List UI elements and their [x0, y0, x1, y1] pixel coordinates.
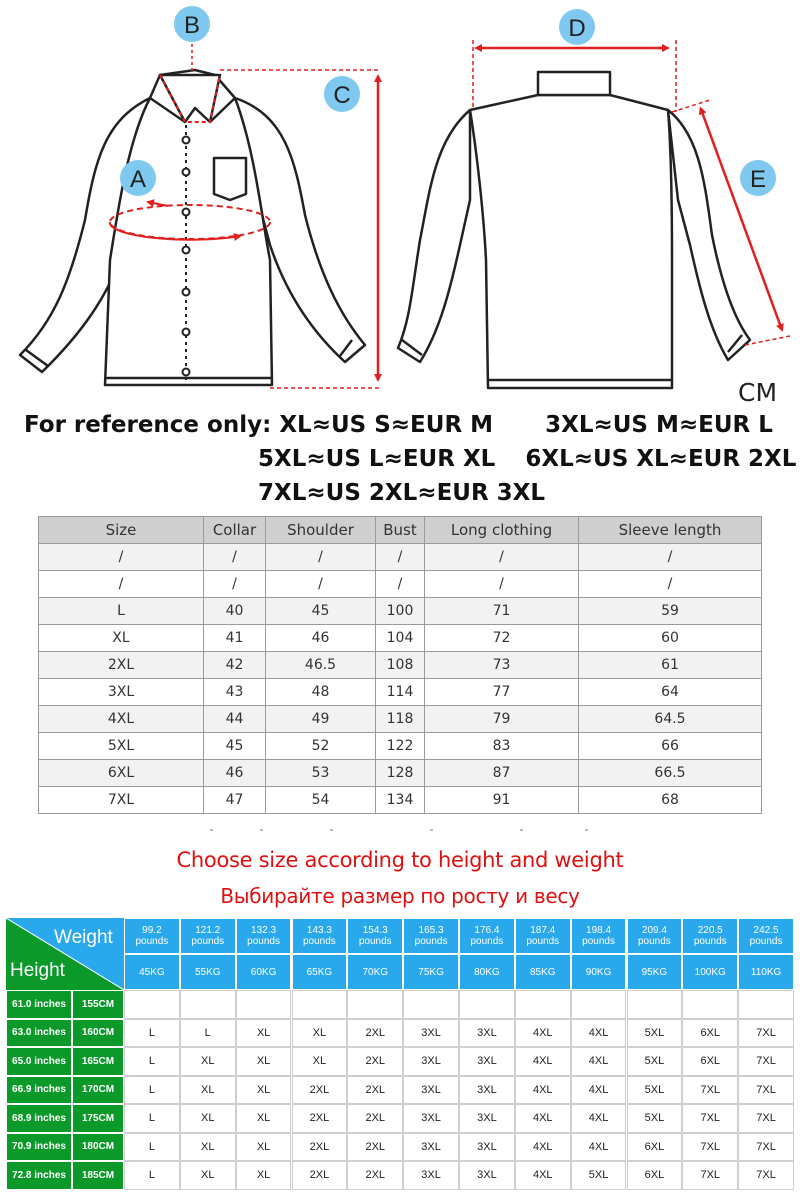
size-recommendation-cell: 5XL — [627, 1104, 683, 1133]
size-table-cell: 45 — [266, 598, 376, 625]
size-table-cell: 108 — [376, 652, 425, 679]
size-recommendation-cell: 7XL — [738, 1161, 794, 1190]
size-table-cell: 66.5 — [579, 760, 762, 787]
size-table-cell: XL — [39, 625, 204, 652]
size-recommendation-cell: 4XL — [515, 1019, 571, 1048]
weight-kg-cell: 70KG — [347, 954, 403, 990]
size-table-cell: 118 — [376, 706, 425, 733]
size-table-cell: 46.5 — [266, 652, 376, 679]
weight-lb-cell — [571, 918, 627, 954]
pounds-word: pounds — [638, 936, 671, 947]
size-recommendation-cell: 5XL — [571, 1161, 627, 1190]
weight-lb-value: 121.2 — [195, 925, 221, 936]
pounds-word: pounds — [247, 936, 280, 947]
size-recommendation-cell: 7XL — [738, 1133, 794, 1162]
size-recommendation-cell: XL — [236, 1133, 292, 1162]
header-collar: Collar — [204, 517, 266, 544]
size-recommendation-cell: 3XL — [403, 1161, 459, 1190]
size-table-cell: / — [579, 544, 762, 571]
size-recommendation-cell — [515, 990, 571, 1019]
size-table-cell: / — [39, 544, 204, 571]
size-recommendation-cell — [459, 990, 515, 1019]
size-recommendation-cell — [682, 990, 738, 1019]
weight-lb-cell — [292, 918, 348, 954]
size-table-cell: 48 — [266, 679, 376, 706]
size-table-cell: 64 — [579, 679, 762, 706]
size-table-cell: 44 — [204, 706, 266, 733]
size-recommendation-cell: 2XL — [292, 1161, 348, 1190]
shirt-measurement-diagram — [0, 0, 800, 405]
size-recommendation-cell: 3XL — [403, 1047, 459, 1076]
size-table-row — [39, 760, 762, 787]
weight-pounds-wrap — [526, 925, 559, 947]
size-table-cell: 46 — [266, 625, 376, 652]
size-table-row — [39, 733, 762, 760]
size-recommendation-cell: 2XL — [347, 1019, 403, 1048]
size-table-cell: 79 — [425, 706, 579, 733]
size-reference — [24, 408, 796, 510]
size-recommendation-cell: 5XL — [627, 1076, 683, 1105]
size-recommendation-cell: 4XL — [571, 1133, 627, 1162]
height-cm-cell: 155CM — [72, 990, 124, 1019]
size-table-cell: 2XL — [39, 652, 204, 679]
size-recommendation-cell: 4XL — [515, 1076, 571, 1105]
height-inches-cell: 65.0 inches — [6, 1047, 72, 1076]
size-table-cell: 61 — [579, 652, 762, 679]
size-recommendation-cell — [180, 990, 236, 1019]
size-recommendation-cell: 4XL — [571, 1104, 627, 1133]
pounds-word: pounds — [693, 936, 727, 947]
size-recommendation-cell: 6XL — [627, 1161, 683, 1190]
size-recommendation-cell: 4XL — [571, 1047, 627, 1076]
weight-kg-cell: 60KG — [236, 954, 292, 990]
label-e: E — [749, 166, 767, 193]
size-table-row — [39, 571, 762, 598]
weight-kg-cell: 95KG — [627, 954, 683, 990]
weight-pounds-wrap — [136, 925, 169, 947]
size-recommendation-cell: 3XL — [459, 1047, 515, 1076]
size-recommendation-cell: 6XL — [627, 1133, 683, 1162]
size-recommendation-cell: XL — [180, 1161, 236, 1190]
size-table-cell: 42 — [204, 652, 266, 679]
height-inches-cell: 63.0 inches — [6, 1019, 72, 1048]
back-shirt-drawing — [398, 72, 750, 388]
weight-kg-cell: 110KG — [738, 954, 794, 990]
weight-lb-cell — [459, 918, 515, 954]
size-recommendation-cell: 4XL — [515, 1047, 571, 1076]
weight-pounds-wrap — [750, 925, 783, 947]
size-table-cell: / — [204, 571, 266, 598]
weight-corner-label: Weight — [54, 927, 113, 948]
label-c: C — [333, 82, 351, 109]
pounds-word: pounds — [526, 936, 560, 947]
size-recommendation-cell — [403, 990, 459, 1019]
size-recommendation-cell: XL — [236, 1104, 292, 1133]
size-table-cell: 134 — [376, 787, 425, 814]
size-table-row — [39, 706, 762, 733]
weight-pounds-wrap — [694, 925, 727, 947]
size-table-cell: 47 — [204, 787, 266, 814]
weight-kg-cell: 85KG — [515, 954, 571, 990]
size-recommendation-cell — [236, 990, 292, 1019]
size-table-cell: L — [39, 598, 204, 625]
size-chart-table — [38, 516, 762, 814]
weight-kg-cell: 55KG — [180, 954, 236, 990]
size-table-cell: 46 — [204, 760, 266, 787]
weight-lb-cell — [124, 918, 180, 954]
size-table-cell: 49 — [266, 706, 376, 733]
size-recommendation-cell: L — [124, 1047, 180, 1076]
height-cm-cell: 180CM — [72, 1133, 124, 1162]
weight-kg-cell: 45KG — [124, 954, 180, 990]
size-table-row — [39, 787, 762, 814]
label-d: D — [568, 15, 586, 42]
reference-3xl: 3XL≈US M≈EUR L — [545, 412, 773, 438]
weight-lb-cell — [236, 918, 292, 954]
size-table-cell: 122 — [376, 733, 425, 760]
reference-7xl: 7XL≈US 2XL≈EUR 3XL — [258, 480, 546, 506]
weight-lb-value: 132.3 — [251, 925, 277, 936]
weight-pounds-wrap — [638, 925, 671, 947]
reference-5xl: 5XL≈US L≈EUR XL — [258, 446, 496, 472]
size-recommendation-cell: 2XL — [292, 1133, 348, 1162]
height-cm-cell: 165CM — [72, 1047, 124, 1076]
size-recommendation-cell: 7XL — [738, 1076, 794, 1105]
size-recommendation-cell: XL — [292, 1019, 348, 1048]
weight-pounds-wrap — [359, 925, 392, 947]
size-table-cell: 73 — [425, 652, 579, 679]
size-recommendation-cell: 3XL — [403, 1104, 459, 1133]
size-table-cell: / — [376, 544, 425, 571]
size-table-cell: 66 — [579, 733, 762, 760]
size-recommendation-cell: 3XL — [403, 1019, 459, 1048]
size-recommendation-cell: L — [180, 1019, 236, 1048]
pounds-word: pounds — [303, 936, 336, 947]
height-inches-cell: 61.0 inches — [6, 990, 72, 1019]
size-recommendation-cell: 2XL — [347, 1047, 403, 1076]
size-table-cell: 83 — [425, 733, 579, 760]
size-recommendation-cell — [347, 990, 403, 1019]
size-recommendation-cell: 7XL — [738, 1019, 794, 1048]
choose-size-heading-ru: Выбирайте размер по росту и весу — [220, 884, 580, 908]
divider-dots — [200, 828, 600, 832]
size-table-cell: 3XL — [39, 679, 204, 706]
size-table-header — [39, 517, 762, 544]
size-recommendation-cell: 4XL — [515, 1104, 571, 1133]
size-recommendation-cell — [292, 990, 348, 1019]
size-recommendation-cell — [571, 990, 627, 1019]
header-shoulder: Shoulder — [266, 517, 376, 544]
size-recommendation-cell: 6XL — [682, 1047, 738, 1076]
size-recommendation-cell: L — [124, 1161, 180, 1190]
weight-lb-value: 143.3 — [306, 925, 332, 936]
size-recommendation-cell: 2XL — [347, 1161, 403, 1190]
weight-lb-value: 165.3 — [418, 925, 444, 936]
label-d-badge — [559, 9, 595, 45]
size-recommendation-cell: 2XL — [292, 1104, 348, 1133]
reference-xl: XL≈US S≈EUR M — [279, 412, 494, 438]
size-table-cell: / — [425, 544, 579, 571]
size-recommendation-cell: L — [124, 1076, 180, 1105]
weight-lb-cell — [180, 918, 236, 954]
size-recommendation-cell: 3XL — [403, 1133, 459, 1162]
height-inches-cell: 70.9 inches — [6, 1133, 72, 1162]
weight-kg-cell: 90KG — [571, 954, 627, 990]
size-recommendation-cell: 7XL — [682, 1133, 738, 1162]
size-table-cell: 64.5 — [579, 706, 762, 733]
height-cm-cell: 170CM — [72, 1076, 124, 1105]
size-recommendation-cell: 3XL — [403, 1076, 459, 1105]
size-table-cell: / — [266, 544, 376, 571]
size-recommendation-cell: 2XL — [347, 1104, 403, 1133]
weight-lb-cell — [515, 918, 571, 954]
size-recommendation-cell: XL — [236, 1047, 292, 1076]
size-recommendation-cell: 3XL — [459, 1133, 515, 1162]
size-table-cell: 59 — [579, 598, 762, 625]
choose-size-heading: Choose size according to height and weight — [176, 848, 624, 872]
size-recommendation-cell: XL — [292, 1047, 348, 1076]
size-table-cell: 6XL — [39, 760, 204, 787]
label-a-badge — [120, 160, 156, 196]
size-table-cell: 45 — [204, 733, 266, 760]
front-shirt-drawing — [20, 70, 365, 385]
size-recommendation-cell: XL — [180, 1104, 236, 1133]
size-recommendation-cell: 4XL — [571, 1019, 627, 1048]
size-recommendation-cell: 5XL — [627, 1019, 683, 1048]
size-recommendation-cell: 7XL — [682, 1076, 738, 1105]
size-table-cell: 104 — [376, 625, 425, 652]
pounds-word: pounds — [135, 936, 169, 947]
pounds-word: pounds — [191, 936, 225, 947]
weight-lb-value: 198.4 — [586, 925, 612, 936]
weight-lb-cell — [738, 918, 794, 954]
size-recommendation-cell: 3XL — [459, 1161, 515, 1190]
pounds-word: pounds — [358, 936, 392, 947]
size-recommendation-cell: XL — [236, 1161, 292, 1190]
weight-kg-cell: 100KG — [682, 954, 738, 990]
size-table-cell: 72 — [425, 625, 579, 652]
unit-label: CM — [738, 378, 778, 407]
size-recommendation-cell: 3XL — [459, 1104, 515, 1133]
weight-lb-value: 154.3 — [362, 925, 388, 936]
size-table-row — [39, 598, 762, 625]
pounds-word: pounds — [470, 936, 504, 947]
height-weight-chart — [6, 918, 794, 1190]
size-recommendation-cell — [738, 990, 794, 1019]
height-cm-cell: 185CM — [72, 1161, 124, 1190]
size-recommendation-cell: 7XL — [682, 1161, 738, 1190]
weight-pounds-wrap — [303, 925, 336, 947]
size-table-cell: 114 — [376, 679, 425, 706]
size-table-cell: 52 — [266, 733, 376, 760]
size-table-cell: 43 — [204, 679, 266, 706]
size-recommendation-cell: 2XL — [347, 1076, 403, 1105]
label-b: B — [183, 12, 201, 39]
size-recommendation-cell — [627, 990, 683, 1019]
size-recommendation-cell: 7XL — [738, 1047, 794, 1076]
label-b-badge — [174, 6, 210, 42]
pounds-word: pounds — [414, 936, 448, 947]
size-table-cell: 54 — [266, 787, 376, 814]
weight-lb-cell — [403, 918, 459, 954]
size-table-row — [39, 652, 762, 679]
pounds-word: pounds — [749, 936, 783, 947]
weight-kg-cell: 75KG — [403, 954, 459, 990]
height-inches-cell: 72.8 inches — [6, 1161, 72, 1190]
size-table-cell: / — [39, 571, 204, 598]
header-size: Size — [39, 517, 204, 544]
size-table-cell: 53 — [266, 760, 376, 787]
weight-pounds-wrap — [191, 925, 224, 947]
size-table-cell: 87 — [425, 760, 579, 787]
size-table-cell: 91 — [425, 787, 579, 814]
weight-pounds-wrap — [415, 925, 448, 947]
label-a: A — [129, 166, 147, 193]
size-table-cell: / — [425, 571, 579, 598]
height-cm-cell: 175CM — [72, 1104, 124, 1133]
size-recommendation-cell — [124, 990, 180, 1019]
size-table-cell: / — [376, 571, 425, 598]
size-recommendation-cell: 4XL — [571, 1076, 627, 1105]
weight-lb-cell — [347, 918, 403, 954]
weight-lb-value: 99.2 — [142, 925, 162, 936]
weight-lb-value: 187.4 — [530, 925, 556, 936]
size-recommendation-cell: L — [124, 1133, 180, 1162]
weight-lb-cell — [627, 918, 683, 954]
size-table-cell: 77 — [425, 679, 579, 706]
weight-lb-value: 176.4 — [474, 925, 500, 936]
weight-pounds-wrap — [247, 925, 280, 947]
size-recommendation-cell: XL — [180, 1133, 236, 1162]
size-table-cell: 5XL — [39, 733, 204, 760]
size-recommendation-cell: L — [124, 1019, 180, 1048]
size-table-cell: 40 — [204, 598, 266, 625]
weight-pounds-wrap — [471, 925, 504, 947]
size-recommendation-cell: 5XL — [627, 1047, 683, 1076]
header-long-clothing: Long clothing — [425, 517, 579, 544]
size-recommendation-cell: XL — [236, 1019, 292, 1048]
size-recommendation-cell: 3XL — [459, 1076, 515, 1105]
weight-lb-cell — [682, 918, 738, 954]
size-recommendation-cell: XL — [180, 1076, 236, 1105]
weight-pounds-wrap — [582, 925, 615, 947]
weight-lb-value: 242.5 — [753, 925, 779, 936]
size-recommendation-cell: L — [124, 1104, 180, 1133]
reference-line-1 — [24, 408, 796, 442]
size-recommendation-cell: 2XL — [347, 1133, 403, 1162]
height-inches-cell: 66.9 inches — [6, 1076, 72, 1105]
size-table-cell: / — [266, 571, 376, 598]
height-cm-cell: 160CM — [72, 1019, 124, 1048]
size-recommendation-cell: XL — [236, 1076, 292, 1105]
size-table-cell: 60 — [579, 625, 762, 652]
size-recommendation-cell: 7XL — [682, 1104, 738, 1133]
size-recommendation-cell: 3XL — [459, 1019, 515, 1048]
reference-line-2 — [24, 442, 796, 476]
label-c-badge — [324, 76, 360, 112]
size-table-row — [39, 679, 762, 706]
reference-line-3 — [24, 476, 796, 510]
size-table-cell: 7XL — [39, 787, 204, 814]
weight-kg-cell: 65KG — [292, 954, 348, 990]
size-recommendation-cell: 4XL — [515, 1161, 571, 1190]
size-table-cell: 100 — [376, 598, 425, 625]
size-table-row — [39, 625, 762, 652]
header-bust: Bust — [376, 517, 425, 544]
size-table-cell: 41 — [204, 625, 266, 652]
size-table-cell: / — [204, 544, 266, 571]
header-sleeve-length: Sleeve length — [579, 517, 762, 544]
height-corner-label: Height — [10, 960, 65, 981]
reference-6xl: 6XL≈US XL≈EUR 2XL — [525, 446, 797, 472]
size-recommendation-cell: 4XL — [515, 1133, 571, 1162]
size-recommendation-cell: 6XL — [682, 1019, 738, 1048]
weight-kg-cell: 80KG — [459, 954, 515, 990]
height-inches-cell: 68.9 inches — [6, 1104, 72, 1133]
size-table-cell: / — [579, 571, 762, 598]
pounds-word: pounds — [582, 936, 615, 947]
size-table-cell: 4XL — [39, 706, 204, 733]
size-table-cell: 71 — [425, 598, 579, 625]
size-recommendation-cell: 7XL — [738, 1104, 794, 1133]
size-table-cell: 128 — [376, 760, 425, 787]
label-e-badge — [740, 160, 776, 196]
reference-prefix: For reference only: — [24, 412, 272, 438]
size-table-row — [39, 544, 762, 571]
size-table-cell: 68 — [579, 787, 762, 814]
size-recommendation-cell: 2XL — [292, 1076, 348, 1105]
weight-lb-value: 220.5 — [697, 925, 723, 936]
weight-lb-value: 209.4 — [641, 925, 667, 936]
size-recommendation-cell: XL — [180, 1047, 236, 1076]
